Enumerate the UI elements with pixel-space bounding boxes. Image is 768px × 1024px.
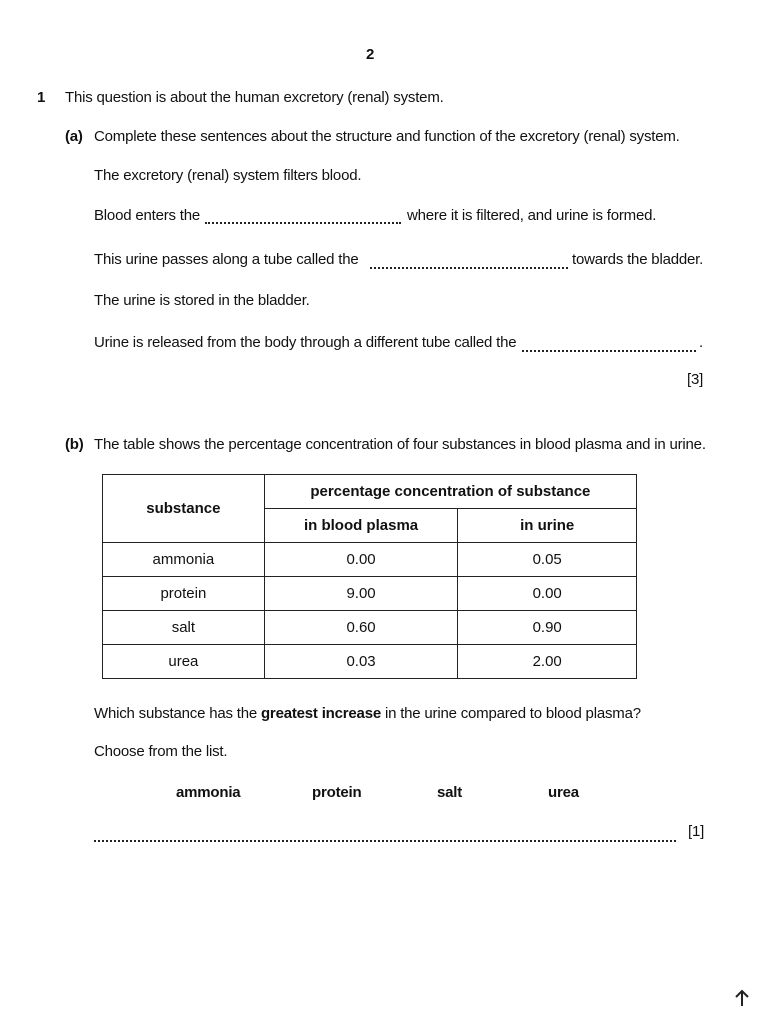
- cell-plasma: 0.60: [264, 611, 458, 645]
- option-salt: salt: [437, 784, 463, 801]
- table-row: [103, 645, 637, 679]
- ureter-answer-blank[interactable]: [370, 267, 568, 269]
- part-a-line1: The excretory (renal) system filters blood.: [94, 167, 362, 184]
- cell-substance: salt: [103, 611, 265, 645]
- concentration-table: [102, 474, 637, 679]
- part-b-instruction: The table shows the percentage concentration of four substances in blood plasma and in urine.: [94, 436, 706, 453]
- part-b-label: (b): [65, 436, 84, 453]
- arrow-up-icon: [734, 989, 750, 1013]
- cell-plasma: 0.00: [264, 543, 458, 577]
- table-row: [103, 543, 637, 577]
- part-b-question: [94, 705, 641, 722]
- cell-plasma: 9.00: [264, 577, 458, 611]
- part-a-line5-before: Urine is released from the body through a different tube called the: [94, 334, 517, 351]
- urethra-answer-blank[interactable]: [522, 350, 696, 352]
- cell-urine: 0.05: [458, 543, 637, 577]
- header-concentration-group: percentage concentration of substance: [264, 475, 636, 509]
- part-a-line5-after: .: [699, 334, 703, 351]
- table-row: [103, 577, 637, 611]
- part-b-question-before: Which substance has the: [94, 705, 257, 722]
- kidney-answer-blank[interactable]: [205, 222, 401, 224]
- part-a-line2-after: where it is filtered, and urine is formed.: [407, 207, 657, 224]
- table-row: [103, 611, 637, 645]
- option-protein: protein: [312, 784, 362, 801]
- cell-urine: 0.90: [458, 611, 637, 645]
- part-a-line4: The urine is stored in the bladder.: [94, 292, 310, 309]
- part-b-marks: [1]: [688, 823, 705, 840]
- cell-substance: protein: [103, 577, 265, 611]
- part-b-question-after: in the urine compared to blood plasma?: [384, 705, 641, 722]
- option-urea: urea: [548, 784, 579, 801]
- question-number: 1: [37, 89, 46, 106]
- question-intro: This question is about the human excretory (renal) system.: [65, 89, 444, 106]
- cell-urine: 2.00: [458, 645, 637, 679]
- part-a-line2-before: Blood enters the: [94, 207, 201, 224]
- part-a-line3-after: towards the bladder.: [572, 251, 704, 268]
- part-a-instruction: Complete these sentences about the structure and function of the excretory (renal) system.: [94, 128, 680, 145]
- cell-urine: 0.00: [458, 577, 637, 611]
- header-urine: in urine: [458, 509, 637, 543]
- option-ammonia: ammonia: [176, 784, 241, 801]
- part-b-choose: Choose from the list.: [94, 743, 228, 760]
- part-b-answer-blank[interactable]: [94, 840, 676, 842]
- page-number: 2: [366, 46, 375, 63]
- header-blood-plasma: in blood plasma: [264, 509, 458, 543]
- cell-substance: ammonia: [103, 543, 265, 577]
- part-a-marks: [3]: [687, 371, 704, 388]
- cell-plasma: 0.03: [264, 645, 458, 679]
- header-substance: substance: [103, 475, 265, 543]
- part-a-label: (a): [65, 128, 83, 145]
- part-b-question-bold: greatest increase: [260, 705, 381, 722]
- scroll-to-top-button[interactable]: [728, 987, 756, 1015]
- cell-substance: urea: [103, 645, 265, 679]
- table-header-row: [103, 475, 637, 509]
- part-a-line3-before: This urine passes along a tube called the: [94, 251, 359, 268]
